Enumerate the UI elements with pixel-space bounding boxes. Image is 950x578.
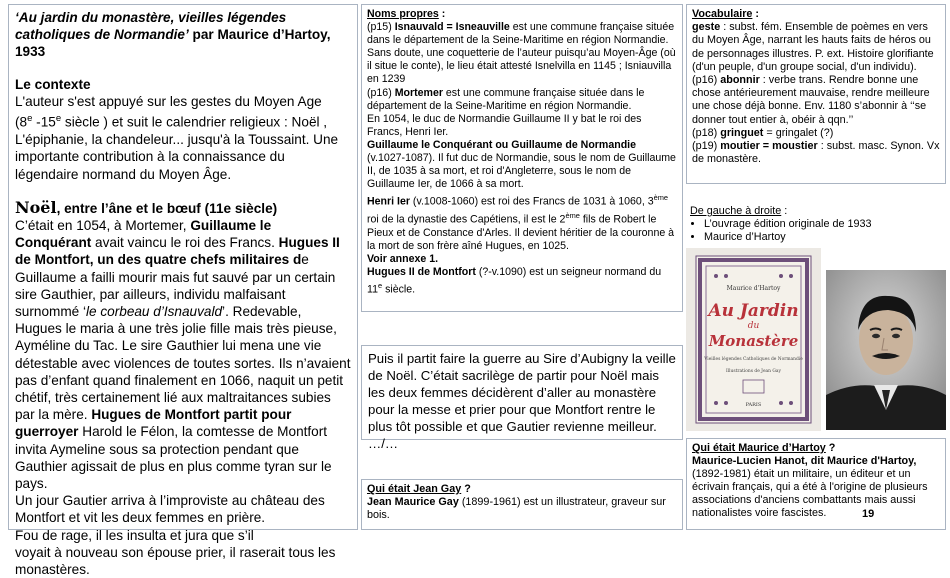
- book-subtitle: Vieilles légendes Catholiques de Normandie: [704, 357, 803, 362]
- page-number: 19: [862, 508, 875, 520]
- proper-name-guillaume: Guillaume le Conquérant ou Guillaume de Normandie (v.1027-1087). Il fut duc de Normandie, sous le nom de Guillaume II, de 1035 à sa mort, et roi d'Angleterre, sous le nom de Guillaume Ier, de 1066 à sa mort.: [367, 138, 676, 191]
- vocabulary-heading: Vocabulaire :: [692, 8, 760, 20]
- book-title: ‘Au jardin du monastère, vieilles légendes catholiques de Normandie’ par Maurice d’Hartoy, 1933: [15, 10, 331, 59]
- proper-name-hugues: Hugues II de Montfort (?-v.1090) est un seigneur normand du 11e siècle.: [367, 265, 662, 296]
- image-caption-heading: De gauche à droite :: [690, 205, 788, 217]
- image-caption-item: • Maurice d’Hartoy: [704, 231, 940, 244]
- hartoy-heading: Qui était Maurice d’Hartoy ?: [692, 442, 836, 454]
- book-title-line-1: Au Jardin: [708, 301, 799, 321]
- story-continuation-panel: [361, 345, 683, 451]
- vocab-moutier: (p19) moutier = moustier : subst. masc. Synon. Vx de monastère.: [692, 140, 940, 166]
- book-author: Maurice d'Hartoy: [726, 285, 781, 292]
- proper-name-mortemer: (p16) Mortemer est une commune française située dans le département de la Seine-Maritime en région Normandie.: [367, 86, 645, 112]
- annex-reference: Voir annexe 1.: [367, 252, 439, 265]
- story-text: C’était en 1054, à Mortemer, Guillaume le Conquérant avait vaincu le roi des Francs. Hugues II de Montfort, un des quatre chefs militaires de Guillaume a failli mourir mais fut sauvé par un certain sire Gauthier, par ailleurs, individu malfaisant surnommé ‘le corbeau d’Isnauvald’. Redevable, Hugues le maria à une très jolie fille mais très pieuse, Ayméline du Tac. Le sire Gauthier lui mena une vie détestable avec violences de toutes sortes. Ils n’avaient pas d’enfant quand finalement en 1066, naquit un petit chétif, très certainement lié aux maltraitances subies par la mère. Hugues de Montfort partit pour guerroyer Harold le Félon, la comtesse de Montfort invita Aymeline sous sa protection pendant que Gauthier agissait de plus en plus comme tyran sur le pays.: [15, 217, 351, 491]
- book-title-line-3: Monastère: [708, 332, 799, 350]
- vocab-abonnir: (p16) abonnir : verbe trans. Rendre bonne une chose antérieurement mauvaise, rendre meilleure une chose déjà bonne. Env. 1180 s’abonnir à ‘‘se donner tout entier à, obéir à qqn.’’: [692, 74, 930, 126]
- story-continuation: Puis il partit faire la guerre au Sire d’Aubigny la veille de Noël. C’était sacrilège de partir pour Noël mais les deux femmes décidèrent d’aller au monastère pour la messe et prier pour que Montfort rentre le plus tôt possible et que Gautier revienne meilleur. …/…: [368, 351, 676, 451]
- story-text-4: voyait à nouveau son épouse prier, il raserait tous les monastères.: [15, 544, 336, 578]
- book-publisher: PARIS: [745, 402, 762, 408]
- vocab-geste: geste : subst. fém. Ensemble de poèmes en vers du Moyen Âge, narrant les hauts faits de héros ou de personnages illustres. P. ext. Histoire glorifiante (d'un peuple, d'un groupe social, d'un individu).: [692, 21, 934, 73]
- proper-names-panel: [361, 4, 683, 312]
- hartoy-text: Maurice-Lucien Hanot, dit Maurice d'Hartoy, (1892-1981) était un militaire, un éditeur et un écrivain français, qui a été à l'origine de plusieurs associations d'anciens combattants mais aussi nationalistes voire fascistes.: [692, 455, 928, 519]
- story-heading: Noël, entre l’âne et le bœuf (11e siècle): [15, 197, 278, 217]
- story-text-2: Un jour Gautier arriva à l’improviste au château des Montfort et vit les deux femmes en prière.: [15, 493, 325, 526]
- jean-gay-text: Jean Maurice Gay (1899-1961) est un illustrateur, graveur sur bois.: [367, 496, 666, 521]
- context-text: L'auteur s'est appuyé sur les gestes du Moyen Age (8e -15e siècle ) et suit le calendrier religieux : Noël , L'épiphanie, la chandeleur... jusqu'à la Toussaint. Une importante contribution à la connaissance du légendaire normand du Moyen Âge.: [15, 94, 339, 182]
- story-panel: [8, 4, 358, 578]
- jean-gay-heading: Qui était Jean Gay ?: [367, 483, 471, 495]
- proper-name-mortemer-battle: En 1054, le duc de Normandie Guillaume II y bat le roi des Francs, Henri Ier.: [367, 112, 642, 138]
- book-cover-graphic: [686, 248, 821, 431]
- vocabulary-panel: [686, 4, 946, 184]
- vocab-gringuet: (p18) gringuet = gringalet (?): [692, 126, 834, 139]
- jean-gay-panel: [361, 479, 683, 530]
- image-caption-list: [690, 218, 940, 244]
- portrait-photo: [826, 270, 946, 430]
- image-caption-item: • L’ouvrage édition originale de 1933: [704, 218, 940, 231]
- book-title-line-2: du: [747, 321, 760, 331]
- context-heading: Le contexte: [15, 77, 91, 92]
- story-text-3: Fou de rage, il les insulta et jura que s’il: [15, 527, 254, 543]
- book-illustrator: Illustrations de Jean Gay: [725, 369, 782, 374]
- hartoy-panel: [686, 438, 946, 530]
- portrait-graphic: [826, 270, 946, 430]
- proper-name-isnauvald: (p15) Isnauvald = Isneauville est une commune française située dans le département de la Seine-Maritime en région Normandie. Sans doute, une coquetterie de l’auteur puisqu’au Moyen-Âge (où il situe le conte), le lieu était attesté Isnelvilla en 1145 ; Isniauvilla en 1239: [367, 21, 676, 86]
- proper-names-heading: Noms propres :: [367, 8, 446, 20]
- book-cover-image: [686, 248, 821, 431]
- image-caption: [690, 205, 940, 244]
- proper-name-henri: Henri Ier (v.1008-1060) est roi des Francs de 1031 à 1060, 3ème roi de la dynastie des Capétiens, il est le 2ème fils de Robert le Pieux et de Constance d'Arles. Il devient héritier de la couronne à la mort de son frère aîné Hugues, en 1025.: [367, 193, 675, 252]
